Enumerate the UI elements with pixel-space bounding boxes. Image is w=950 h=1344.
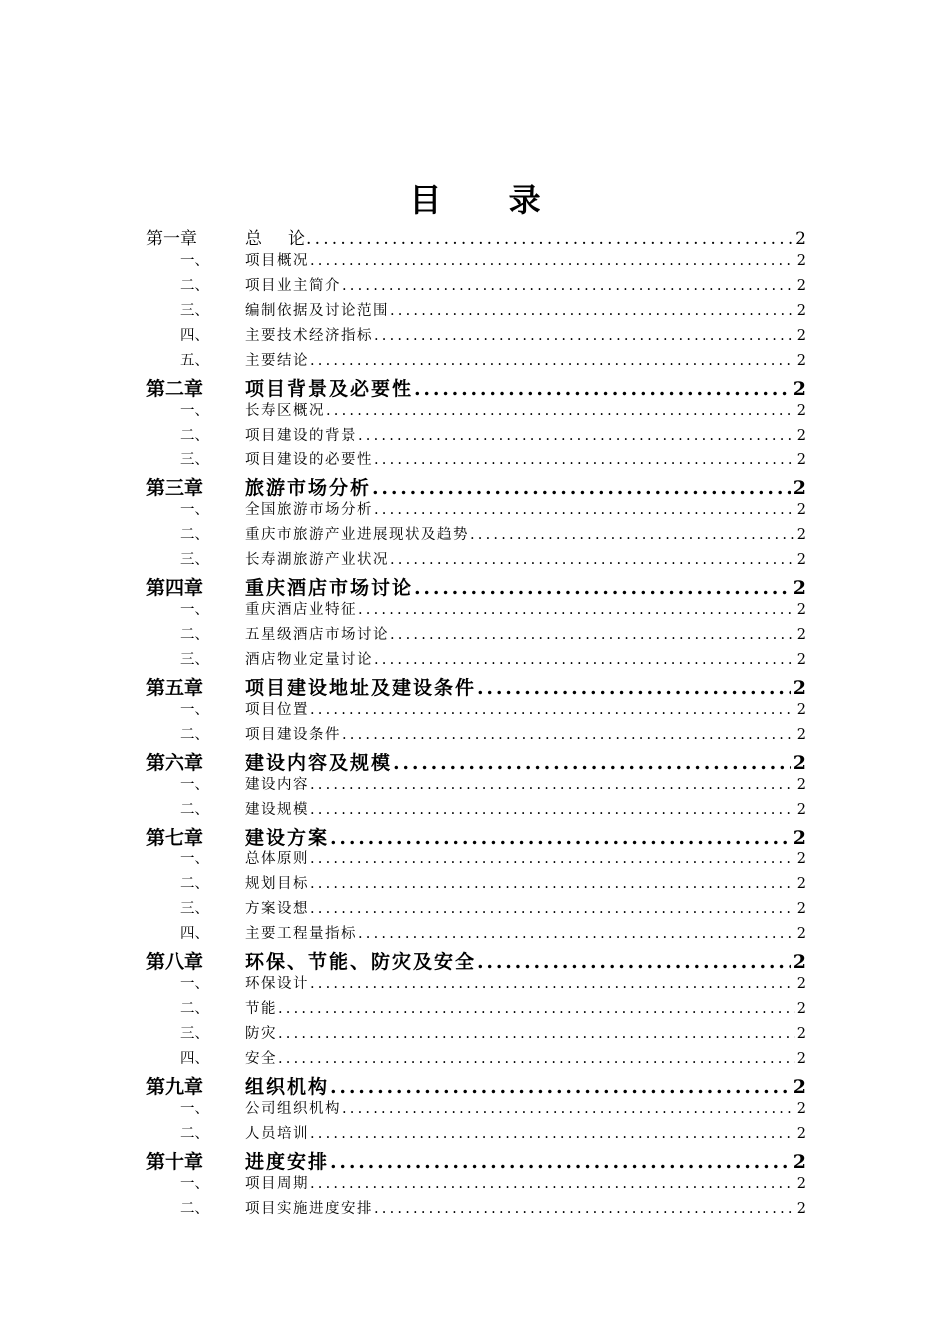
toc-section-title: 主要技术经济指标 [245,327,373,344]
toc-section-title: 重庆酒店业特征 [245,602,357,619]
toc-dot-leader [373,502,795,518]
toc-page-number: 2 [796,1050,806,1067]
toc-dot-leader [305,229,793,249]
toc-section-3-2[interactable] [146,523,806,548]
toc-page-number: 2 [792,751,806,774]
toc-section-title: 酒店物业定量讨论 [245,651,373,668]
toc-section-4-2[interactable] [146,623,806,648]
toc-page-number: 2 [796,352,806,369]
toc-chapter-number: 第三章 [146,477,204,500]
toc-section-number: 一、 [180,502,209,519]
toc-section-number: 一、 [180,602,209,619]
toc-section-title: 人员培训 [245,1125,309,1142]
toc-dot-leader [309,1176,795,1192]
toc-page-number: 2 [796,976,806,993]
toc-section-title: 项目实施进度安排 [245,1200,373,1217]
toc-section-number: 二、 [180,801,209,818]
toc-chapter-8[interactable] [146,947,806,972]
toc-dot-leader [309,876,795,892]
toc-section-title: 建设内容 [245,776,309,793]
toc-section-7-2[interactable] [146,872,806,897]
toc-section-1-1[interactable] [146,249,806,274]
toc-section-3-3[interactable] [146,548,806,573]
toc-chapter-title: 项目背景及必要性 [245,377,414,400]
toc-page-number: 2 [792,826,806,849]
toc-section-number: 一、 [180,701,209,718]
toc-dot-leader [341,727,795,743]
toc-page-number: 2 [792,676,806,699]
toc-dot-leader [392,752,791,774]
toc-chapter-number: 第五章 [146,676,204,699]
toc-dot-leader [277,1051,795,1067]
toc-section-number: 一、 [180,776,209,793]
toc-section-title: 环保设计 [245,976,309,993]
toc-dot-leader [373,452,795,468]
toc-page-number: 2 [796,726,806,743]
toc-page-number: 2 [792,377,806,400]
toc-page-number: 2 [796,1100,806,1117]
toc-page-number: 2 [796,1175,806,1192]
toc-page-number: 2 [796,552,806,569]
toc-page-number: 2 [796,851,806,868]
toc-chapter-title: 进度安排 [245,1150,330,1173]
toc-section-2-2[interactable] [146,424,806,449]
toc-section-6-1[interactable] [146,773,806,798]
toc-chapter-number: 第九章 [146,1075,204,1098]
toc-section-title: 长寿区概况 [245,402,325,419]
toc-section-number: 一、 [180,851,209,868]
toc-page-number: 2 [796,402,806,419]
toc-dot-leader [329,1151,791,1173]
toc-section-number: 四、 [180,926,209,943]
toc-section-title: 项目周期 [245,1175,309,1192]
toc-section-1-4[interactable] [146,324,806,349]
toc-section-title: 公司组织机构 [245,1100,341,1117]
toc-page-number: 2 [796,602,806,619]
toc-section-title: 五星级酒店市场讨论 [245,627,389,643]
toc-section-title: 安全 [245,1050,277,1067]
toc-dot-leader [309,777,795,793]
toc-section-title: 长寿湖旅游产业状况 [245,552,389,569]
toc-dot-leader [357,926,795,942]
toc-chapter-number: 第十章 [146,1150,204,1173]
toc-section-7-1[interactable] [146,847,806,872]
toc-section-2-3[interactable] [146,448,806,473]
toc-section-number: 三、 [180,302,209,319]
page-title: 目 录 [409,181,569,219]
toc-section-5-2[interactable] [146,723,806,748]
toc-section-9-1[interactable] [146,1097,806,1122]
toc-dot-leader [389,627,795,643]
toc-dot-leader [309,353,795,369]
toc-section-number: 三、 [180,651,209,668]
toc-page-number: 2 [796,327,806,344]
toc-section-1-3[interactable] [146,299,806,324]
toc-chapter-9[interactable] [146,1072,806,1097]
toc-section-title: 建设规模 [245,801,309,818]
toc-chapter-5[interactable] [146,673,806,698]
toc-section-10-1[interactable] [146,1172,806,1197]
toc-section-10-2[interactable] [146,1197,806,1222]
toc-section-title: 项目概况 [245,252,309,269]
toc-chapter-number: 第七章 [146,826,204,849]
toc-dot-leader [373,1201,795,1217]
toc-section-7-3[interactable] [146,897,806,922]
toc-chapter-3[interactable] [146,473,806,498]
toc-dot-leader [357,428,795,444]
toc-chapter-title: 建设方案 [245,826,330,849]
toc-chapter-4[interactable] [146,573,806,598]
toc-chapter-title: 旅游市场分析 [245,477,372,500]
toc-chapter-10[interactable] [146,1147,806,1172]
toc-page-number: 2 [796,1001,806,1018]
toc-dot-leader [309,802,795,818]
toc-section-7-4[interactable] [146,922,806,947]
toc-section-title: 项目建设的必要性 [245,452,373,469]
toc-dot-leader [469,527,795,543]
toc-page-number: 2 [796,901,806,918]
toc-chapter-number: 第八章 [146,951,204,974]
toc-page-number: 2 [792,951,806,974]
toc-page-number: 2 [796,1200,806,1217]
toc-section-number: 二、 [180,1200,209,1217]
toc-section-1-2[interactable] [146,274,806,299]
toc-section-number: 一、 [180,252,209,269]
toc-chapter-number: 第六章 [146,751,204,774]
toc-chapter-number: 第二章 [146,377,204,400]
toc-section-5-1[interactable] [146,698,806,723]
toc-page-number: 2 [796,701,806,718]
toc-chapter-number: 第四章 [146,577,204,600]
toc-dot-leader [309,1126,795,1142]
toc-page-number: 2 [796,502,806,519]
toc-dot-leader [357,602,795,618]
toc-section-3-1[interactable] [146,498,806,523]
toc-section-2-1[interactable] [146,399,806,424]
toc-section-title: 节能 [245,1001,277,1018]
toc-chapter-title: 组织机构 [245,1075,330,1098]
toc-dot-leader [309,901,795,917]
toc-section-number: 一、 [180,402,209,419]
toc-section-title: 编制依据及讨论范围 [245,302,389,319]
toc-dot-leader [389,552,795,568]
table-of-contents [146,224,806,1222]
toc-dot-leader [329,1076,791,1098]
toc-page-number: 2 [792,477,806,500]
toc-section-number: 一、 [180,1175,209,1192]
toc-section-title: 主要结论 [245,352,309,369]
toc-section-number: 一、 [180,976,209,993]
toc-page-number: 2 [796,427,806,444]
toc-dot-leader [413,577,791,599]
toc-dot-leader [309,253,795,269]
toc-dot-leader [341,1101,795,1117]
toc-chapter-title: 项目建设地址及建设条件 [245,676,477,699]
toc-section-number: 三、 [180,901,209,918]
toc-page-number: 2 [795,229,806,249]
toc-dot-leader [277,1001,795,1017]
toc-chapter-title: 总 论 [245,229,305,249]
toc-section-title: 重庆市旅游产业进展现状及趋势 [245,527,469,544]
toc-section-number: 二、 [180,527,209,544]
toc-chapter-2[interactable] [146,374,806,399]
toc-section-number: 二、 [180,876,209,893]
toc-page-number: 2 [792,577,806,600]
toc-dot-leader [325,403,795,419]
toc-page-number: 2 [796,1125,806,1142]
toc-section-title: 项目建设条件 [245,726,341,743]
toc-section-8-1[interactable] [146,972,806,997]
toc-page-number: 2 [792,1150,806,1173]
toc-dot-leader [341,278,795,294]
toc-page-number: 2 [796,277,806,294]
toc-page-number: 2 [796,527,806,544]
toc-chapter-title: 建设内容及规模 [245,751,393,774]
toc-dot-leader [389,303,795,319]
toc-section-number: 五、 [180,352,209,369]
toc-section-title: 项目业主简介 [245,277,341,294]
toc-chapter-1[interactable] [146,224,806,249]
toc-dot-leader [413,378,791,400]
toc-section-1-5[interactable] [146,349,806,374]
toc-dot-leader [309,702,795,718]
toc-chapter-title: 环保、节能、防灾及安全 [245,951,477,974]
toc-section-number: 三、 [180,452,209,469]
toc-section-6-2[interactable] [146,798,806,823]
toc-section-number: 一、 [180,1100,209,1117]
toc-dot-leader [277,1026,795,1042]
toc-dot-leader [476,951,791,973]
toc-section-number: 二、 [180,277,209,294]
toc-section-title: 防灾 [245,1026,277,1042]
toc-chapter-title: 重庆酒店市场讨论 [245,577,414,600]
toc-section-title: 总体原则 [245,851,309,868]
toc-dot-leader [309,976,795,992]
toc-section-number: 二、 [180,1125,209,1142]
toc-dot-leader [329,827,791,849]
toc-page-number: 2 [796,926,806,943]
toc-dot-leader [373,652,795,668]
toc-section-4-1[interactable] [146,598,806,623]
toc-page-number: 2 [796,252,806,269]
toc-page-number: 2 [796,876,806,893]
toc-section-number: 二、 [180,726,209,743]
toc-dot-leader [373,328,795,344]
toc-section-title: 规划目标 [245,876,309,893]
toc-chapter-6[interactable] [146,748,806,773]
toc-section-number: 四、 [180,1050,209,1067]
toc-section-number: 三、 [180,1026,209,1042]
toc-section-number: 三、 [180,552,209,569]
toc-section-8-2[interactable] [146,997,806,1022]
toc-page-number: 2 [796,801,806,818]
toc-chapter-number: 第一章 [146,229,197,249]
toc-section-number: 二、 [180,427,209,444]
toc-section-9-2[interactable] [146,1122,806,1147]
toc-section-title: 项目位置 [245,701,309,718]
toc-section-title: 全国旅游市场分析 [245,502,373,519]
toc-section-number: 四、 [180,327,209,344]
toc-section-title: 方案设想 [245,901,309,918]
toc-section-title: 主要工程量指标 [245,926,357,943]
toc-chapter-7[interactable] [146,823,806,848]
toc-section-title: 项目建设的背景 [245,427,357,444]
toc-dot-leader [371,477,791,499]
toc-section-number: 二、 [180,627,209,643]
toc-page-number: 2 [796,627,806,643]
toc-dot-leader [476,677,791,699]
toc-section-8-3[interactable] [146,1022,806,1047]
toc-page-number: 2 [796,452,806,469]
toc-dot-leader [309,851,795,867]
toc-section-number: 二、 [180,1001,209,1018]
toc-page-number: 2 [792,1075,806,1098]
toc-page-number: 2 [796,302,806,319]
toc-section-8-4[interactable] [146,1047,806,1072]
toc-page-number: 2 [796,1026,806,1042]
toc-section-4-3[interactable] [146,648,806,673]
toc-page-number: 2 [796,776,806,793]
toc-page-number: 2 [796,651,806,668]
